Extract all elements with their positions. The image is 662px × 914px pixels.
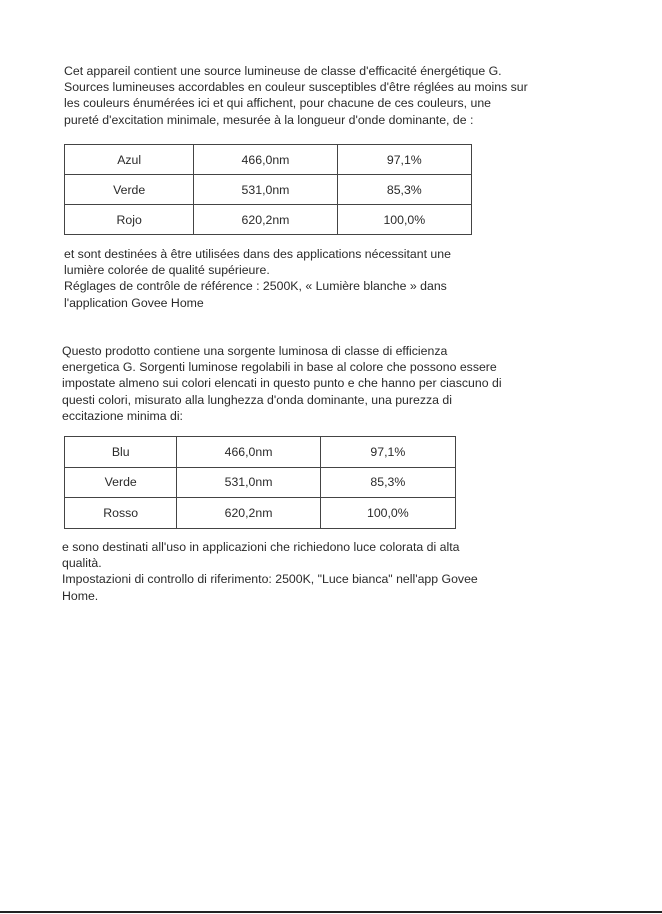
text-line: Réglages de contrôle de référence : 2500K, « Lumière blanche » dans bbox=[64, 279, 447, 294]
italian-color-table bbox=[64, 436, 456, 529]
table-row bbox=[65, 175, 472, 205]
wavelength-cell: 620,2nm bbox=[194, 205, 337, 235]
text-line: lumière colorée de qualité supérieure. bbox=[64, 263, 270, 278]
table-row bbox=[65, 145, 472, 175]
color-name-cell: Verde bbox=[65, 175, 194, 205]
text-line: e sono destinati all'uso in applicazioni che richiedono luce colorata di alta bbox=[62, 540, 460, 554]
purity-cell: 97,1% bbox=[320, 437, 455, 468]
table-row bbox=[65, 498, 456, 529]
wavelength-cell: 466,0nm bbox=[194, 145, 337, 175]
text-line: les couleurs énumérées ici et qui affichent, pour chacune de ces couleurs, une bbox=[64, 96, 492, 111]
text-line: et sont destinées à être utilisées dans des applications nécessitant une bbox=[64, 247, 451, 261]
wavelength-cell: 620,2nm bbox=[177, 498, 320, 529]
text-line: questi colori, misurato alla lunghezza d'onda dominante, una purezza di bbox=[62, 392, 452, 407]
wavelength-cell: 531,0nm bbox=[194, 175, 337, 205]
table-row bbox=[65, 205, 472, 235]
table-row bbox=[65, 437, 456, 468]
text-line: impostate almeno sui colori elencati in questo punto e che hanno per ciascuno di bbox=[62, 376, 502, 391]
purity-cell: 85,3% bbox=[337, 175, 471, 205]
text-line: l'application Govee Home bbox=[64, 295, 204, 310]
text-line: pureté d'excitation minimale, mesurée à la longueur d'onde dominante, de : bbox=[64, 112, 474, 127]
french-intro-paragraph bbox=[64, 63, 528, 128]
page-bottom-rule bbox=[0, 911, 662, 913]
wavelength-cell: 466,0nm bbox=[177, 437, 320, 468]
color-name-cell: Rosso bbox=[65, 498, 177, 529]
purity-cell: 100,0% bbox=[320, 498, 455, 529]
text-line: energetica G. Sorgenti luminose regolabili in base al colore che possono essere bbox=[62, 360, 497, 375]
color-name-cell: Rojo bbox=[65, 205, 194, 235]
text-line: Questo prodotto contiene una sorgente luminosa di classe di efficienza bbox=[62, 344, 448, 358]
color-name-cell: Azul bbox=[65, 145, 194, 175]
text-line: Sources lumineuses accordables en couleur susceptibles d'être réglées au moins sur bbox=[64, 80, 528, 95]
text-line: Cet appareil contient une source lumineuse de classe d'efficacité énergétique G. bbox=[64, 64, 502, 78]
color-name-cell: Verde bbox=[65, 467, 177, 498]
wavelength-cell: 531,0nm bbox=[177, 467, 320, 498]
color-name-cell: Blu bbox=[65, 437, 177, 468]
french-outro-paragraph bbox=[64, 246, 451, 311]
purity-cell: 97,1% bbox=[337, 145, 471, 175]
french-color-table bbox=[64, 144, 472, 235]
text-line: qualità. bbox=[62, 556, 102, 571]
purity-cell: 85,3% bbox=[320, 467, 455, 498]
purity-cell: 100,0% bbox=[337, 205, 471, 235]
text-line: Impostazioni di controllo di riferimento: 2500K, "Luce bianca" nell'app Govee bbox=[62, 572, 478, 587]
text-line: Home. bbox=[62, 588, 99, 603]
italian-intro-paragraph bbox=[62, 343, 502, 424]
text-line: eccitazione minima di: bbox=[62, 408, 183, 423]
italian-outro-paragraph bbox=[62, 539, 478, 604]
table-row bbox=[65, 467, 456, 498]
